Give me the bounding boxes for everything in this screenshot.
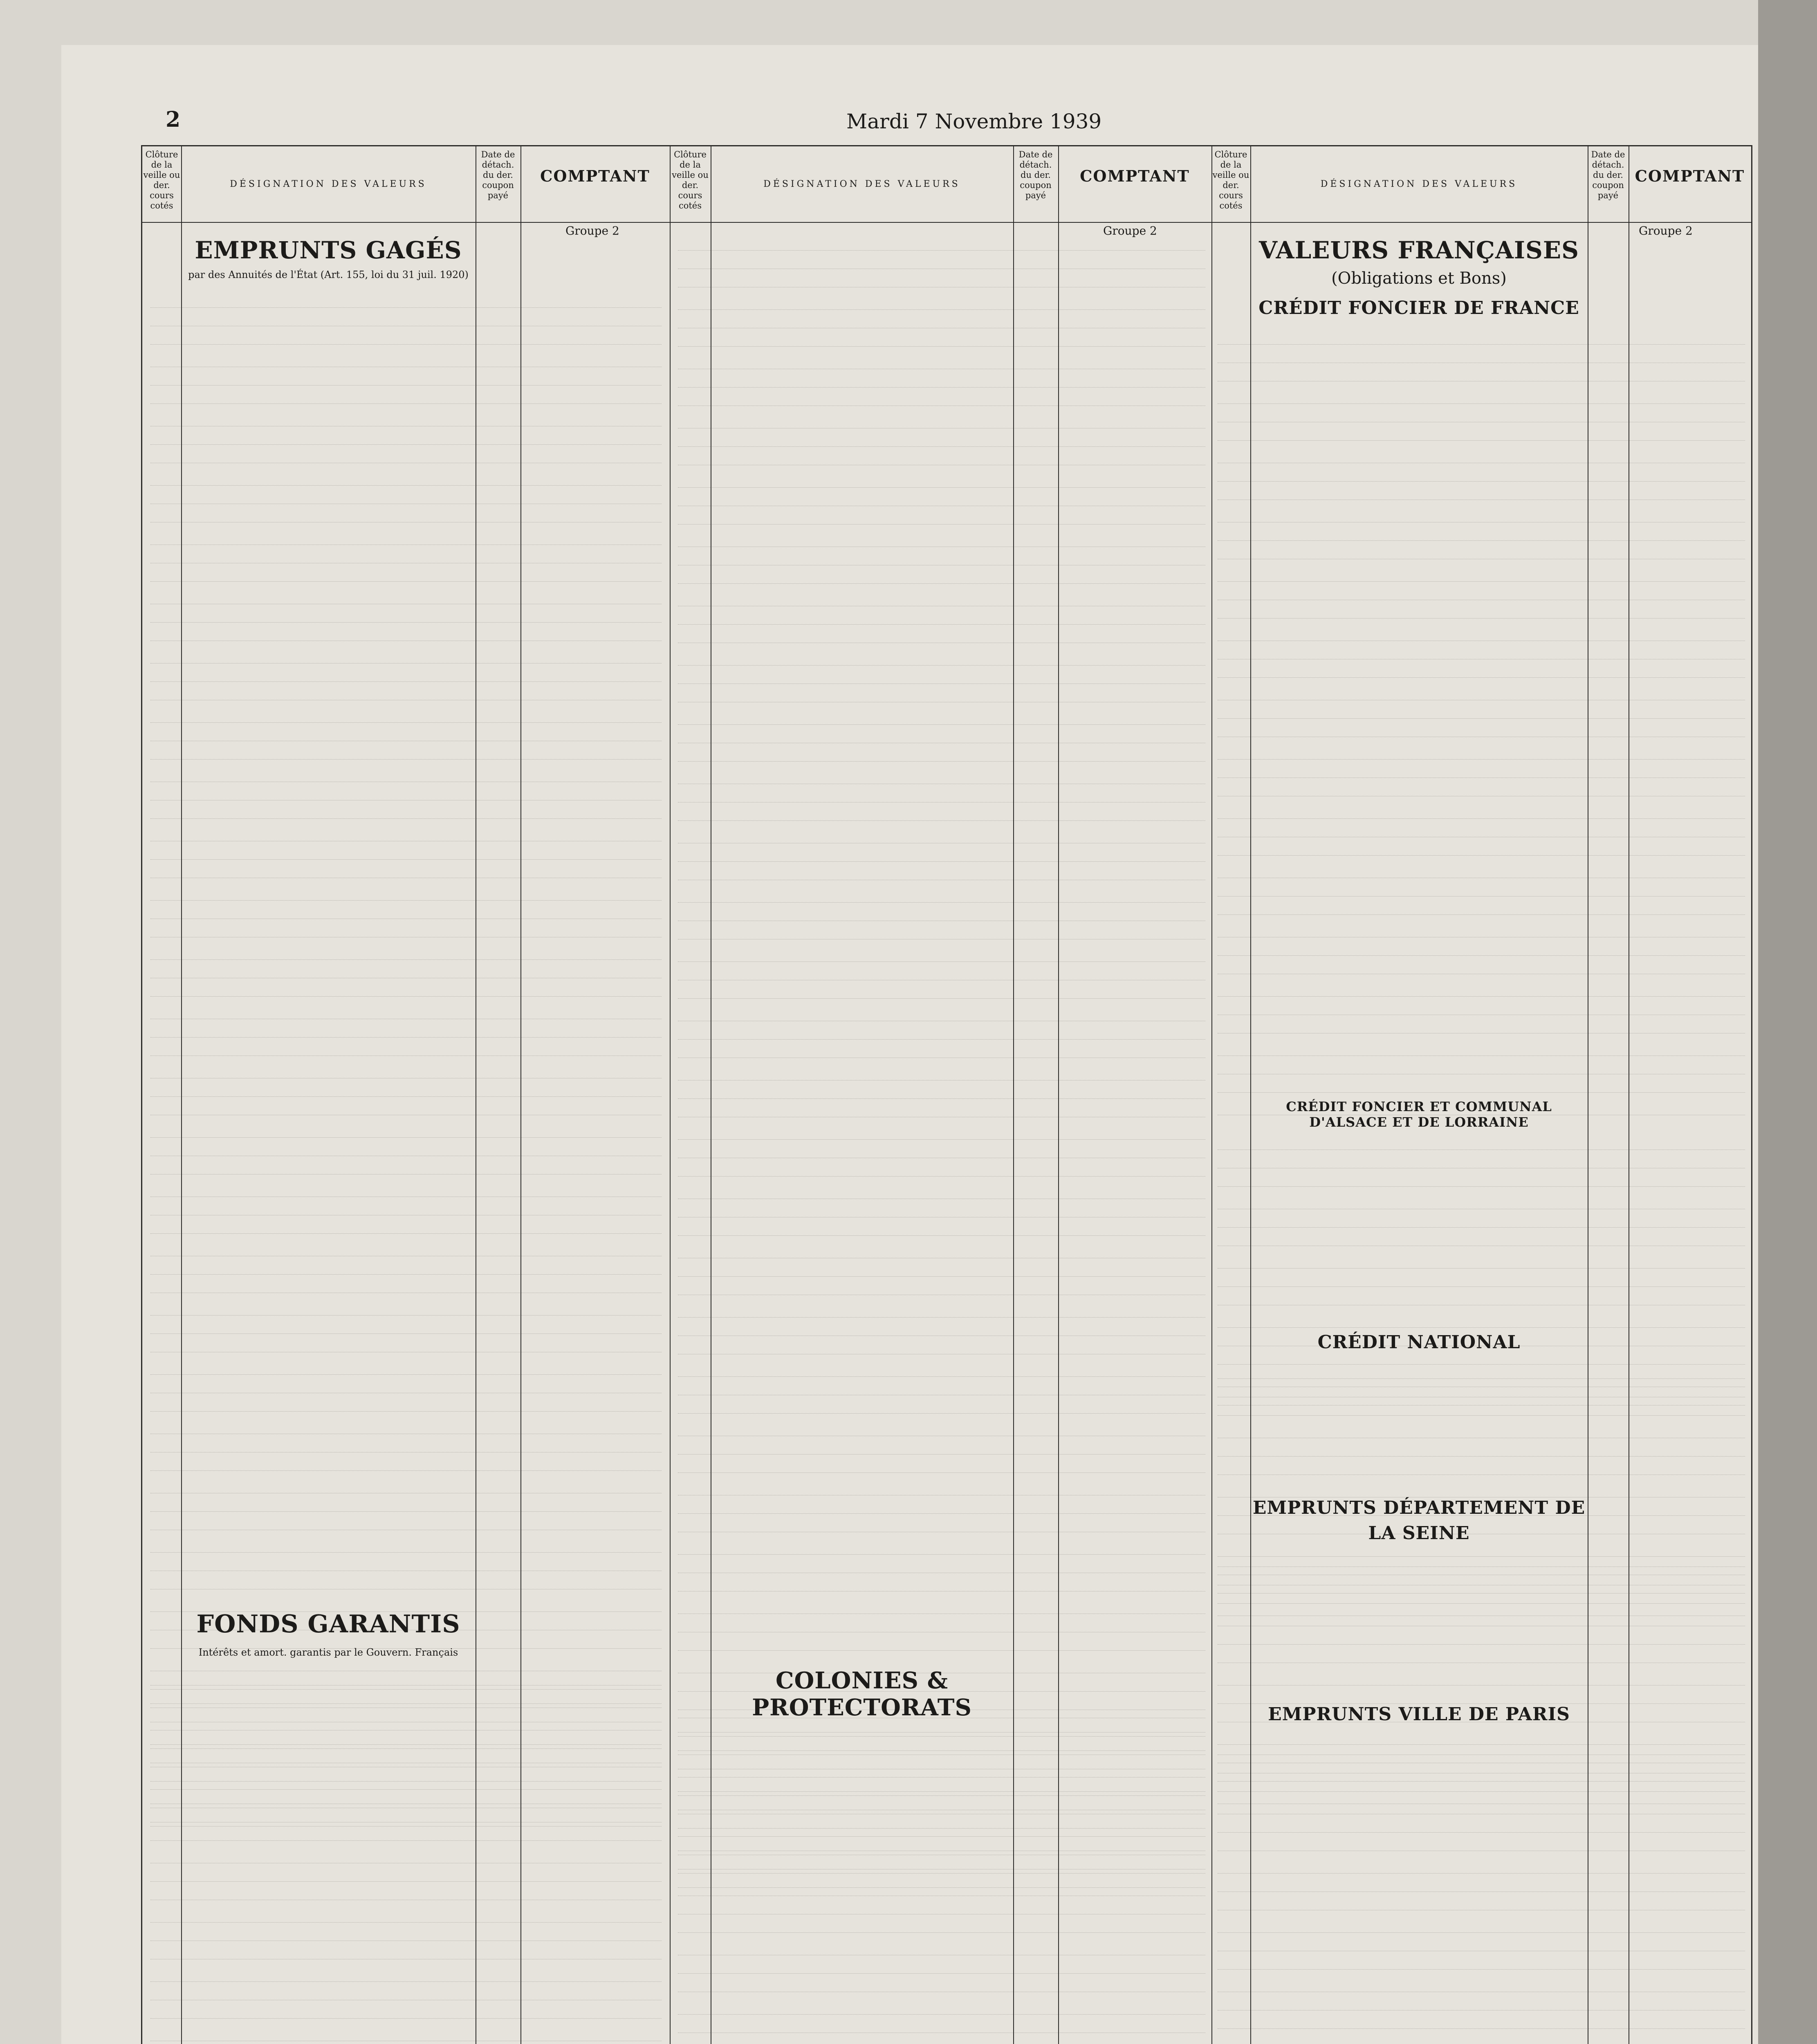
section-title: FONDS GARANTIS — [196, 1610, 460, 1638]
section-title: VALEURS FRANÇAISES — [1258, 236, 1579, 264]
col-header-comptant: COMPTANT — [1635, 167, 1745, 185]
col-header-designation: DÉSIGNATION DES VALEURS — [1320, 179, 1518, 189]
col-header-cloture: Clôture de la veille ou der. cours cotés — [1212, 150, 1249, 211]
section-title: CRÉDIT NATIONAL — [1317, 1332, 1521, 1353]
section-subtitle: par des Annuités de l'État (Art. 155, loi du 31 juil. 1920) — [188, 269, 469, 280]
section-title: EMPRUNTS DÉPARTEMENT DE LA SEINE — [1252, 1497, 1586, 1544]
groupe-label: Groupe 2 — [1639, 224, 1693, 238]
column-separator — [1211, 146, 1212, 2044]
col-header-designation: DÉSIGNATION DES VALEURS — [763, 179, 960, 189]
listing-rows — [1218, 1741, 1745, 2044]
col-header-date: Date de détach. du der. coupon payé — [1018, 150, 1053, 200]
col-header-cloture: Clôture de la veille ou der. cours cotés — [143, 150, 180, 211]
section-subtitle: (Obligations et Bons) — [1331, 269, 1507, 288]
col-header-date: Date de détach. du der. coupon payé — [481, 150, 515, 200]
section-title: EMPRUNTS VILLE DE PARIS — [1268, 1704, 1570, 1725]
listing-rows — [678, 1704, 1205, 2044]
page-edge-shadow — [1758, 0, 1817, 2044]
col-header-designation: DÉSIGNATION DES VALEURS — [230, 179, 427, 189]
quotation-table — [141, 145, 1752, 2044]
col-header-cloture: Clôture de la veille ou der. cours cotés — [672, 150, 709, 211]
groupe-label: Groupe 2 — [1103, 224, 1157, 238]
listing-rows — [1218, 330, 1745, 1119]
listing-rows — [150, 1671, 662, 2044]
listing-rows — [678, 236, 1205, 1896]
listing-rows — [150, 294, 662, 1835]
section-subtitle: Intérêts et amort. garantis par le Gouvern. Français — [198, 1647, 458, 1658]
col-header-comptant: COMPTANT — [540, 167, 650, 185]
col-header-date: Date de détach. du der. coupon payé — [1591, 150, 1625, 200]
section-title: EMPRUNTS GAGÉS — [195, 236, 462, 264]
page-number: 2 — [166, 107, 181, 132]
page-date: Mardi 7 Novembre 1939 — [846, 110, 1102, 133]
page-header — [0, 107, 1817, 144]
column-separator — [670, 146, 671, 2044]
col-header-comptant: COMPTANT — [1080, 167, 1190, 185]
section-title: CRÉDIT FONCIER DE FRANCE — [1258, 298, 1579, 318]
groupe-label: Groupe 2 — [565, 224, 619, 238]
section-title: CRÉDIT FONCIER ET COMMUNAL D'ALSACE ET DE LORRAINE — [1286, 1099, 1552, 1130]
section-title: COLONIES & PROTECTORATS — [752, 1667, 972, 1721]
